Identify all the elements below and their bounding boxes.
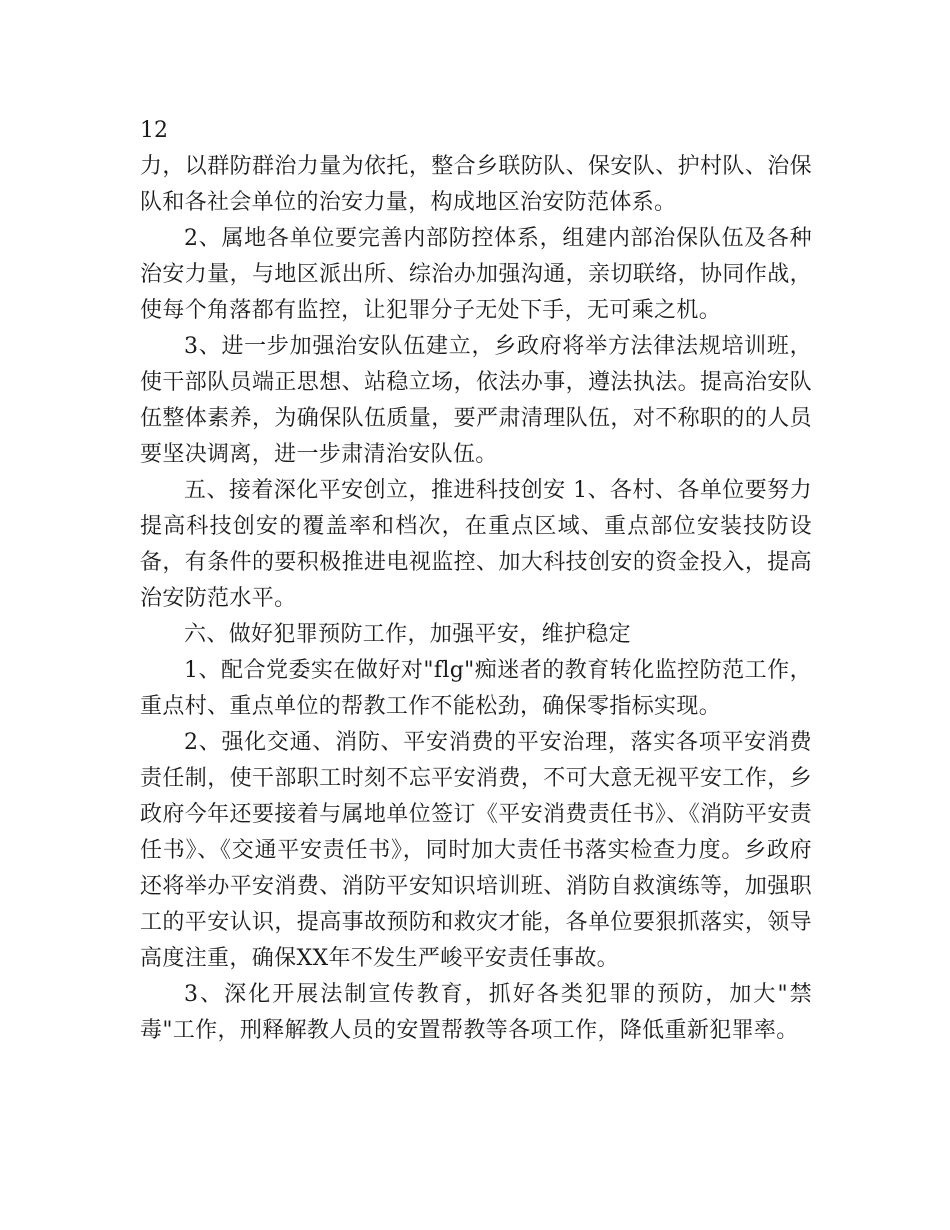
paragraph-section-five: 五、接着深化平安创立，推进科技创安 1、各村、各单位要努力提高科技创安的覆盖率和档次，在重点区域、重点部位安装技防设备，有条件的要积极推进电视监控、加大科技创安的资金投入，提高治安防范水平。 — [140, 478, 812, 611]
page-number: 12 — [140, 118, 168, 143]
paragraph-item-3: 3、深化开展法制宣传教育，抓好各类犯罪的预防，加大"禁毒"工作，刑释解教人员的安置帮教等各项工作，降低重新犯罪率。 — [140, 982, 812, 1043]
section-heading-six: 六、做好犯罪预防工作，加强平安，维护稳定 — [184, 622, 632, 647]
paragraph-continuation: 力，以群防群治力量为依托，整合乡联防队、保安队、护村队、治保队和各社会单位的治安力量，构成地区治安防范体系。 — [140, 154, 812, 215]
paragraph-security-team: 3、进一步加强治安队伍建立，乡政府将举方法律法规培训班，使干部队员端正思想、站稳立场，依法办事，遵法执法。提高治安队伍整体素养，为确保队伍质量，要严肃清理队伍，对不称职的的人员要坚决调离，进一步肃清治安队伍。 — [140, 334, 812, 467]
paragraph-item-1: 1、配合党委实在做好对"flg"痴迷者的教育转化监控防范工作，重点村、重点单位的帮教工作不能松劲，确保零指标实现。 — [140, 658, 812, 719]
document-body — [140, 113, 812, 1049]
paragraph-item-2: 2、强化交通、消防、平安消费的平安治理，落实各项平安消费责任制，使干部职工时刻不忘平安消费，不可大意无视平安工作，乡政府今年还要接着与属地单位签订《平安消费责任书》、《消防平安责任书》、《交通平安责任书》，同时加大责任书落实检查力度。乡政府还将举办平安消费、消防平安知识培训班、消防自救演练等，加强职工的平安认识，提高事故预防和救灾才能，各单位要狠抓落实，领导高度注重，确保XX年不发生严峻平安责任事故。 — [140, 730, 812, 971]
paragraph-internal-prevention: 2、属地各单位要完善内部防控体系，组建内部治保队伍及各种治安力量，与地区派出所、综治办加强沟通，亲切联络，协同作战，使每个角落都有监控，让犯罪分子无处下手，无可乘之机。 — [140, 226, 812, 323]
